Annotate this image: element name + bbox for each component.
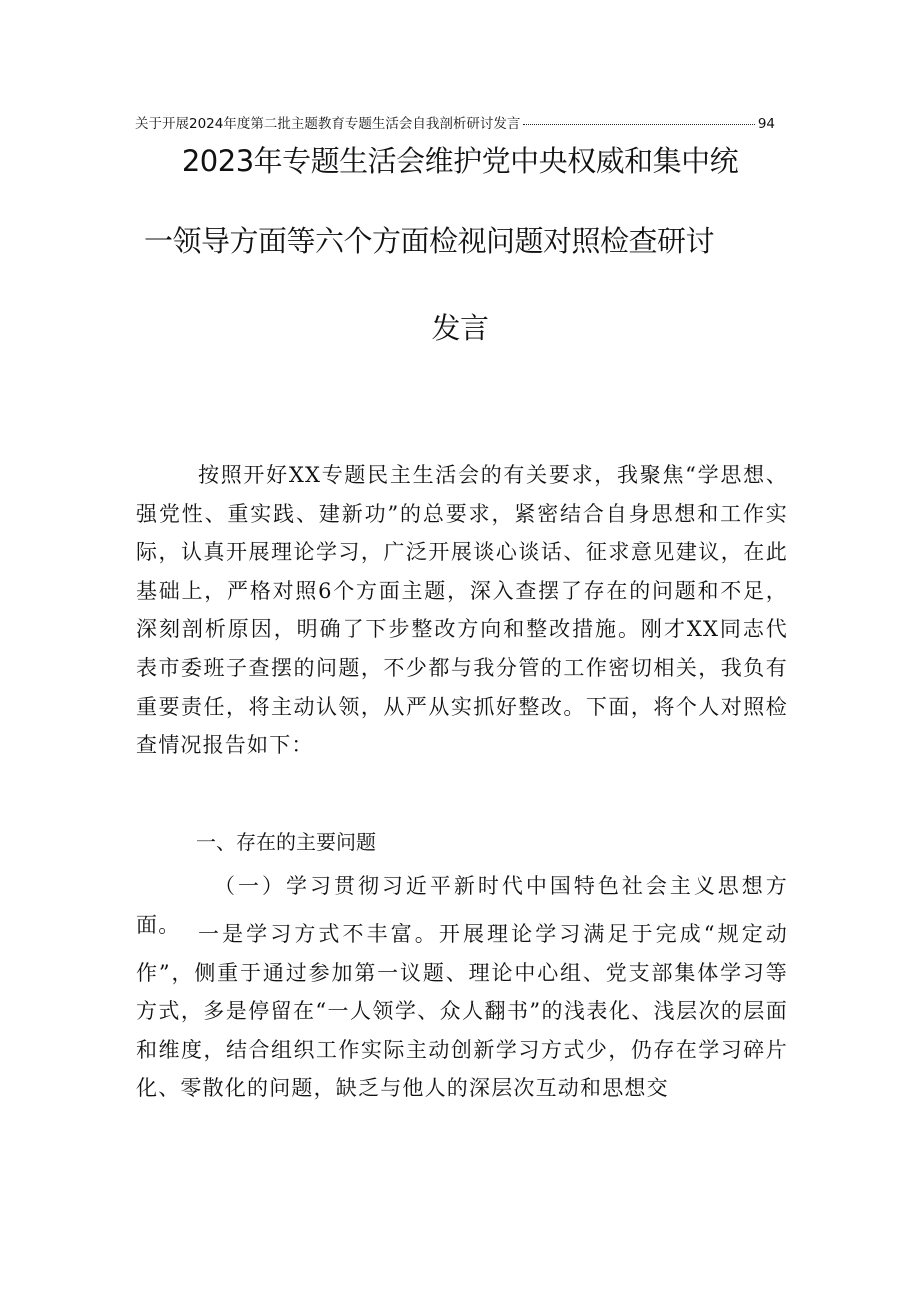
toc-entry xyxy=(135,112,775,132)
section-heading: 一、存在的主要问题 xyxy=(196,830,376,854)
subsection-heading: （一）学习贯彻习近平新时代中国特色社会主义思想方面。 xyxy=(136,874,788,937)
document-title-line-2: 一领导方面等六个方面检视问题对照检查研讨 xyxy=(144,224,715,258)
document-title-line-1: 2023年专题生活会维护党中央权威和集中统 xyxy=(181,144,739,178)
point-paragraph: 一是学习方式不丰富。开展理论学习满足于完成“规定动作”，侧重于通过参加第一议题、理论中心组、党支部集体学习等方式，多是停留在“一人领学、众人翻书”的浅表化、浅层次的层面和维度，结合组织工作实际主动创新学习方式少，仍存在学习碎片化、零散化的问题，缺乏与他人的深层次互动和思想交 xyxy=(136,922,788,1101)
toc-entry-title: 关于开展2024年度第二批主题教育专题生活会自我剖析研讨发言 xyxy=(135,116,521,132)
toc-page-number: 94 xyxy=(757,116,775,132)
document-title-line-3: 发言 xyxy=(431,311,489,345)
intro-paragraph: 按照开好XX专题民主生活会的有关要求，我聚焦“学思想、强党性、重实践、建新功”的总要求，紧密结合自身思想和工作实际，认真开展理论学习，广泛开展谈心谈话、征求意见建议，在此基础上，严格对照6个方面主题，深入查摆了存在的问题和不足，深刻剖析原因，明确了下步整改方向和整改措施。刚才XX同志代表市委班子查摆的问题，不少都与我分管的工作密切相关，我负有重要责任，将主动认领，从严从实抓好整改。下面，将个人对照检查情况报告如下： xyxy=(136,463,788,758)
toc-dot-leader xyxy=(523,124,754,125)
